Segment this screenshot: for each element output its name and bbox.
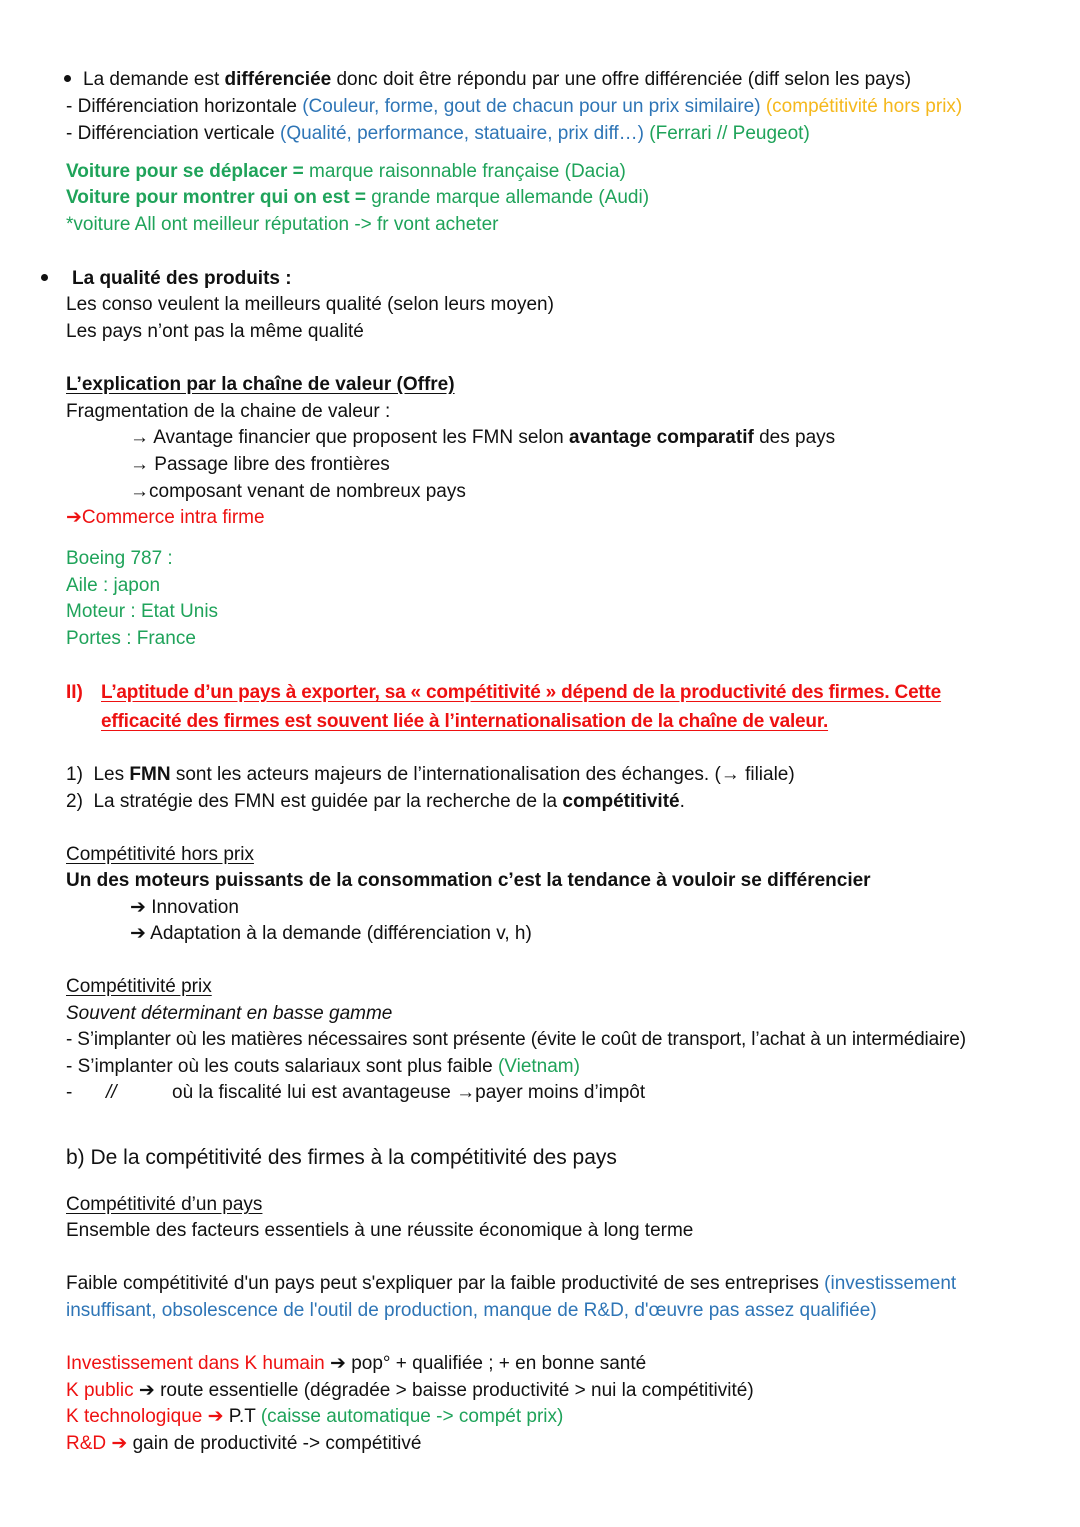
quality-line-2: Les pays n’ont pas la même qualité (66, 321, 364, 342)
bold-arrow-icon: ➔ (130, 897, 146, 918)
bold-arrow-icon: ➔ (111, 1433, 128, 1454)
boeing-line: Portes : France (66, 628, 196, 649)
arrow-right-icon: → (456, 1082, 476, 1103)
text: La stratégie des FMN est guidée par la recherche de la (93, 791, 563, 812)
capital-row (66, 1432, 421, 1456)
price-line-3-dash: - (66, 1082, 73, 1103)
text: P.T (223, 1406, 261, 1427)
text: gain de productivité -> compétitivé (127, 1433, 422, 1454)
text: marque raisonnable française (Dacia) (303, 161, 626, 182)
text: - S’implanter où les couts salariaux sont plus faible (66, 1056, 498, 1077)
example: (caisse automatique -> compét prix) (260, 1406, 564, 1427)
text: payer moins d’impôt (475, 1082, 646, 1103)
text: Adaptation à la demande (différenciation v, h) (145, 923, 532, 944)
capital-label: R&D (66, 1433, 107, 1454)
text: Avantage financier que proposent les FMN selon (149, 427, 570, 448)
label: - Différenciation horizontale (66, 96, 303, 117)
text: Les (93, 764, 130, 785)
detail: (Couleur, forme, gout de chacun pour un prix similaire) (302, 96, 761, 117)
price-line-3-slashes: // (106, 1082, 117, 1103)
bold-text: différenciée (224, 69, 332, 90)
capital-label: Investissement dans K humain (66, 1353, 325, 1374)
example: (Ferrari // Peugeot) (644, 123, 810, 144)
value-chain-item-1 (130, 426, 835, 450)
section-b-title: b) De la compétitivité des firmes à la compétitivité des pays (66, 1146, 617, 1169)
bold-text: Voiture pour montrer qui on est = (66, 187, 366, 208)
non-price-bold-line: Un des moteurs puissants de la consommation c’est la tendance à vouloir se différencier (66, 870, 871, 891)
detail: (Qualité, performance, statuaire, prix diff…) (280, 123, 644, 144)
capital-label: K technologique (66, 1406, 203, 1427)
price-title: Compétitivité prix (66, 976, 212, 997)
numbered-item-1 (66, 763, 795, 787)
text: Faible compétitivité d'un pays peut s'expliquer par la faible productivité de ses entreprises (66, 1273, 825, 1294)
quality-title: La qualité des produits : (72, 268, 292, 289)
non-price-item (130, 922, 532, 946)
price-italic-line: Souvent déterminant en basse gamme (66, 1003, 393, 1024)
boeing-title: Boeing 787 : (66, 548, 173, 569)
text: donc doit être répondu par une offre différenciée (diff selon les pays) (331, 69, 912, 90)
arrow-right-icon: → (130, 454, 149, 475)
car-example-1 (66, 160, 626, 184)
price-line-3 (172, 1081, 645, 1105)
text: composant venant de nombreux pays (149, 481, 466, 502)
bold-text: compétitivité (562, 791, 680, 812)
car-example-2 (66, 186, 649, 210)
text: grande marque allemande (Audi) (365, 187, 650, 208)
bold-text: avantage comparatif (569, 427, 754, 448)
numbered-item-2 (66, 790, 685, 814)
non-price-title: Compétitivité hors prix (66, 844, 254, 865)
bold-arrow-icon: ➔ (330, 1353, 346, 1374)
text: Passage libre des frontières (149, 454, 390, 475)
section-2-heading-line-1: L’aptitude d’un pays à exporter, sa « compétitivité » dépend de la productivité des firmes. Cette (101, 682, 942, 703)
quality-line-1: Les conso veulent la meilleurs qualité (selon leurs moyen) (66, 294, 554, 315)
capital-label: K public (66, 1380, 134, 1401)
car-note: *voiture All ont meilleur réputation -> fr vont acheter (66, 214, 499, 235)
bullet-icon (41, 274, 48, 281)
example: (Vietnam) (497, 1056, 580, 1077)
bullet-icon (64, 75, 71, 82)
text: . (679, 791, 685, 812)
text: des pays (753, 427, 836, 448)
text: Innovation (145, 897, 239, 918)
capital-row (66, 1379, 754, 1403)
list-number: 2) (66, 791, 83, 812)
weak-competitiveness-line-1 (66, 1272, 956, 1296)
capital-row (66, 1405, 563, 1429)
section-2-number: II) (66, 682, 83, 703)
price-line-1: - S’implanter où les matières nécessaires sont présente (évite le coût de transport, l’achat à un intermédiaire) (66, 1029, 966, 1050)
label: - Différenciation verticale (66, 123, 281, 144)
horizontal-differentiation (66, 95, 962, 119)
capital-row (66, 1352, 646, 1376)
bold-arrow-icon: ➔ (66, 507, 82, 528)
price-line-2 (66, 1055, 580, 1079)
detail: (investissement (824, 1273, 957, 1294)
note: (compétitivité hors prix) (760, 96, 963, 117)
text: La demande est (83, 69, 225, 90)
demand-intro (83, 68, 911, 92)
country-competitiveness-title: Compétitivité d’un pays (66, 1194, 263, 1215)
value-chain-conclusion (66, 506, 265, 530)
non-price-item (130, 896, 239, 920)
value-chain-subtitle: Fragmentation de la chaine de valeur : (66, 401, 391, 422)
text: Commerce intra firme (81, 507, 265, 528)
value-chain-title: L’explication par la chaîne de valeur (Offre) (66, 374, 455, 395)
bold-arrow-icon: ➔ (130, 923, 146, 944)
boeing-line: Aile : japon (66, 575, 161, 596)
bold-arrow-icon: ➔ (138, 1380, 155, 1401)
arrow-right-icon: → (130, 427, 149, 448)
text: route essentielle (dégradée > baisse productivité > nui la compétitivité) (154, 1380, 754, 1401)
text: où la fiscalité lui est avantageuse (172, 1082, 457, 1103)
bold-text: FMN (129, 764, 171, 785)
text: pop° + qualifiée ; + en bonne santé (345, 1353, 647, 1374)
vertical-differentiation (66, 122, 810, 146)
arrow-right-icon: → (130, 481, 149, 502)
text: sont les acteurs majeurs de l’internationalisation des échanges. (→ filiale) (170, 764, 795, 785)
bold-text: Voiture pour se déplacer = (66, 161, 304, 182)
boeing-line: Moteur : Etat Unis (66, 601, 219, 622)
value-chain-item-2 (130, 453, 390, 477)
list-number: 1) (66, 764, 83, 785)
section-2-heading-line-2: efficacité des firmes est souvent liée à l’internationalisation de la chaîne de valeur. (101, 711, 829, 732)
bold-arrow-icon: ➔ (207, 1406, 224, 1427)
weak-competitiveness-line-2: insuffisant, obsolescence de l'outil de production, manque de R&D, d'œuvre pas assez qualifiée) (66, 1300, 877, 1321)
value-chain-item-3 (130, 480, 466, 504)
country-competitiveness-def: Ensemble des facteurs essentiels à une réussite économique à long terme (66, 1220, 694, 1241)
